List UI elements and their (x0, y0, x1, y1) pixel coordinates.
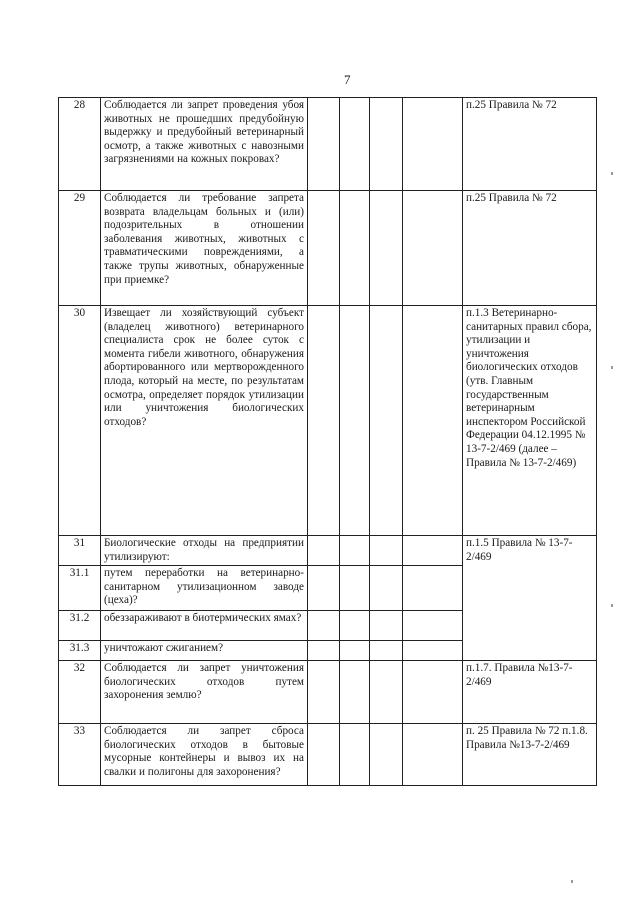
answer-yes-cell (308, 611, 340, 641)
note-cell (403, 566, 463, 611)
reference-cell: п.1.3 Ветеринарно-санитарных правил сбора, утилизации и уничтожения биологических отходов (утв. Главным государственным ветеринарным инспектором Российской Федерации 04.12.1995 № 13-7-2/469 (далее – Правила № 13-7-2/469) (463, 306, 597, 536)
row-number: 30 (59, 306, 101, 536)
answer-yes-cell (308, 566, 340, 611)
answer-na-cell (370, 306, 403, 536)
note-cell (403, 98, 463, 191)
answer-no-cell (340, 611, 370, 641)
answer-no-cell (340, 98, 370, 191)
note-cell (403, 641, 463, 661)
question-cell: Соблюдается ли требование запрета возврата владельцам больных и (или) подозрительных в отношении заболевания животных, животных с травматическими повреждениями, а также трупы животных, обнаруженные при приемке? (101, 191, 308, 306)
checklist-table (58, 97, 597, 786)
answer-na-cell (370, 724, 403, 786)
answer-yes-cell (308, 724, 340, 786)
table-row (59, 191, 597, 306)
table-row (59, 724, 597, 786)
answer-no-cell (340, 306, 370, 536)
row-number: 32 (59, 661, 101, 724)
row-number: 29 (59, 191, 101, 306)
answer-no-cell (340, 191, 370, 306)
scan-artifact (571, 880, 573, 883)
question-cell: Биологические отходы на предприятии утилизируют: (101, 536, 308, 566)
answer-yes-cell (308, 641, 340, 661)
reference-cell: п.25 Правила № 72 (463, 191, 597, 306)
row-number: 33 (59, 724, 101, 786)
note-cell (403, 724, 463, 786)
note-cell (403, 611, 463, 641)
question-cell: Соблюдается ли запрет уничтожения биологических отходов путем захоронения землю? (101, 661, 308, 724)
row-number: 31.2 (59, 611, 101, 641)
answer-no-cell (340, 661, 370, 724)
reference-cell: п.1.7. Правила №13-7-2/469 (463, 661, 597, 724)
table-row (59, 536, 597, 566)
note-cell (403, 191, 463, 306)
question-cell: путем переработки на ветеринарно-санитарном утилизационном заводе (цеха)? (101, 566, 308, 611)
answer-yes-cell (308, 306, 340, 536)
scan-artifact (611, 604, 613, 607)
row-number: 31.1 (59, 566, 101, 611)
note-cell (403, 306, 463, 536)
answer-yes-cell (308, 98, 340, 191)
scan-artifact (611, 366, 613, 369)
question-cell: Соблюдается ли запрет проведения убоя животных не прошедших предубойную выдержку и предубойный ветеринарный осмотр, а также животных с навозными загрязнениями на кожных покровах? (101, 98, 308, 191)
question-cell: уничтожают сжиганием? (101, 641, 308, 661)
answer-no-cell (340, 724, 370, 786)
answer-no-cell (340, 566, 370, 611)
reference-cell: п.25 Правила № 72 (463, 98, 597, 191)
note-cell (403, 661, 463, 724)
table-row (59, 306, 597, 536)
table-row (59, 98, 597, 191)
answer-yes-cell (308, 661, 340, 724)
answer-yes-cell (308, 536, 340, 566)
answer-na-cell (370, 98, 403, 191)
answer-no-cell (340, 536, 370, 566)
note-cell (403, 536, 463, 566)
scan-artifact (611, 172, 613, 175)
question-cell: Соблюдается ли запрет сброса биологических отходов в бытовые мусорные контейнеры и вывоз их на свалки и полигоны для захоронения? (101, 724, 308, 786)
answer-na-cell (370, 611, 403, 641)
question-cell: Извещает ли хозяйствующий субъект (владелец животного) ветеринарного специалиста срок не более суток с момента гибели животного, обнаружения абортированного или мертворожденного плода, который на месте, по результатам осмотра, определяет порядок утилизации или уничтожения биологических отходов? (101, 306, 308, 536)
answer-na-cell (370, 191, 403, 306)
answer-na-cell (370, 661, 403, 724)
answer-no-cell (340, 641, 370, 661)
question-cell: обеззараживают в биотермических ямах? (101, 611, 308, 641)
reference-cell: п.1.5 Правила № 13-7-2/469 (463, 536, 597, 661)
row-number: 28 (59, 98, 101, 191)
answer-na-cell (370, 641, 403, 661)
answer-yes-cell (308, 191, 340, 306)
page-number: 7 (344, 72, 351, 87)
answer-na-cell (370, 536, 403, 566)
answer-na-cell (370, 566, 403, 611)
row-number: 31 (59, 536, 101, 566)
reference-cell: п. 25 Правила № 72 п.1.8. Правила №13-7-2/469 (463, 724, 597, 786)
row-number: 31.3 (59, 641, 101, 661)
table-row (59, 661, 597, 724)
